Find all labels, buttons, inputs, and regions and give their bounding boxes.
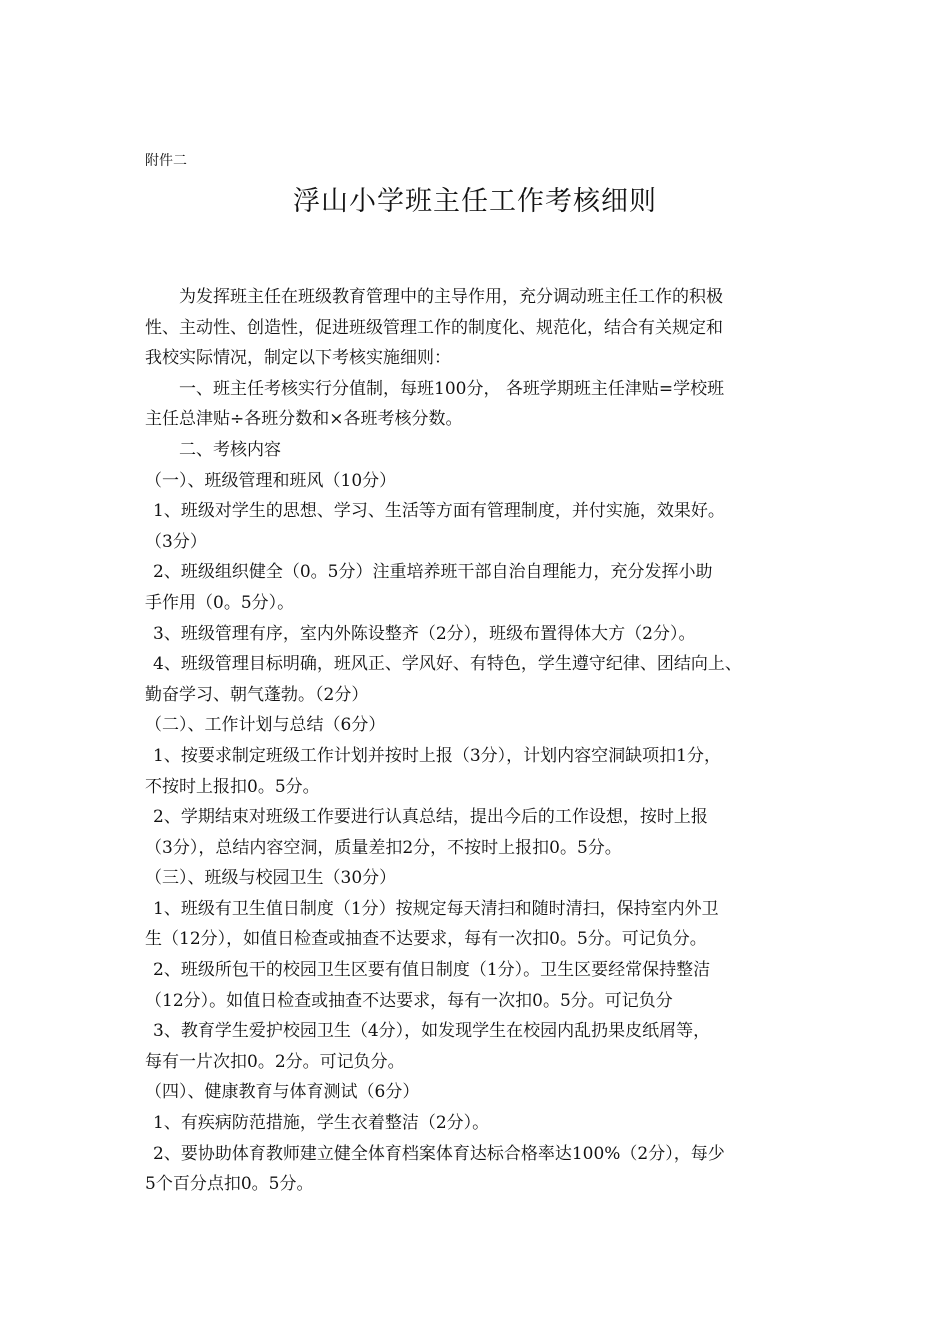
criterion-line: （12分）。如值日检查或抽查不达要求，每有一次扣0。5分。可记负分 bbox=[145, 990, 673, 1011]
criterion-line: 4、班级管理目标明确，班风正、学风好、有特色，学生遵守纪律、团结向上、 bbox=[153, 654, 742, 675]
criterion-line: 勤奋学习、朝气蓬勃。（2分） bbox=[145, 684, 369, 705]
criterion-line: 2、班级组织健全（0。5分）注重培养班干部自治自理能力，充分发挥小助 bbox=[153, 562, 713, 583]
subsection-heading: （四）、健康教育与体育测试（6分） bbox=[145, 1082, 420, 1103]
subsection-heading: （三）、班级与校园卫生（30分） bbox=[145, 868, 397, 889]
criterion-line: 不按时上报扣0。5分。 bbox=[145, 776, 320, 797]
criterion-line: 每有一片次扣0。2分。可记负分。 bbox=[145, 1051, 405, 1072]
criterion-line: 1、有疾病防范措施，学生衣着整洁（2分）。 bbox=[153, 1113, 490, 1134]
criterion-line: 5个百分点扣0。5分。 bbox=[145, 1174, 314, 1195]
subsection-heading: （一）、班级管理和班风（10分） bbox=[145, 470, 397, 491]
section-one-line: 一、班主任考核实行分值制，每班100分， 各班学期班主任津贴=学校班 bbox=[179, 378, 725, 399]
criterion-line: 1、班级有卫生值日制度（1分）按规定每天清扫和随时清扫，保持室内外卫 bbox=[153, 898, 719, 919]
document-body bbox=[145, 282, 835, 1200]
criterion-line: 生（12分），如值日检查或抽查不达要求，每有一次扣0。5分。可记负分。 bbox=[145, 929, 707, 950]
criterion-line: （3分） bbox=[145, 531, 207, 552]
document-title: 浮山小学班主任工作考核细则 bbox=[293, 186, 657, 217]
criterion-line: 手作用（0。5分）。 bbox=[145, 592, 295, 613]
intro-paragraph-line: 我校实际情况，制定以下考核实施细则： bbox=[145, 348, 451, 369]
attachment-label: 附件二 bbox=[145, 153, 187, 169]
criterion-line: 1、按要求制定班级工作计划并按时上报（3分），计划内容空洞缺项扣1分， bbox=[153, 745, 721, 766]
criterion-line: （3分），总结内容空洞，质量差扣2分，不按时上报扣0。5分。 bbox=[145, 837, 622, 858]
section-two-heading: 二、考核内容 bbox=[179, 439, 281, 460]
criterion-line: 3、班级管理有序，室内外陈设整齐（2分），班级布置得体大方（2分）。 bbox=[153, 623, 696, 644]
intro-paragraph-line: 性、主动性、创造性，促进班级管理工作的制度化、规范化，结合有关规定和 bbox=[145, 317, 723, 338]
criterion-line: 3、教育学生爱护校园卫生（4分），如发现学生在校园内乱扔果皮纸屑等， bbox=[153, 1021, 711, 1042]
section-one-line: 主任总津贴÷各班分数和×各班考核分数。 bbox=[145, 409, 463, 430]
subsection-heading: （二）、工作计划与总结（6分） bbox=[145, 715, 386, 736]
criterion-line: 2、学期结束对班级工作要进行认真总结，提出今后的工作设想，按时上报 bbox=[153, 807, 708, 828]
criterion-line: 2、班级所包干的校园卫生区要有值日制度（1分）。卫生区要经常保持整洁 bbox=[153, 960, 711, 981]
criterion-line: 2、要协助体育教师建立健全体育档案体育达标合格率达100%（2分），每少 bbox=[153, 1143, 725, 1164]
criterion-line: 1、班级对学生的思想、学习、生活等方面有管理制度，并付实施，效果好。 bbox=[153, 501, 725, 522]
intro-paragraph-line: 为发挥班主任在班级教育管理中的主导作用，充分调动班主任工作的积极 bbox=[179, 287, 723, 307]
